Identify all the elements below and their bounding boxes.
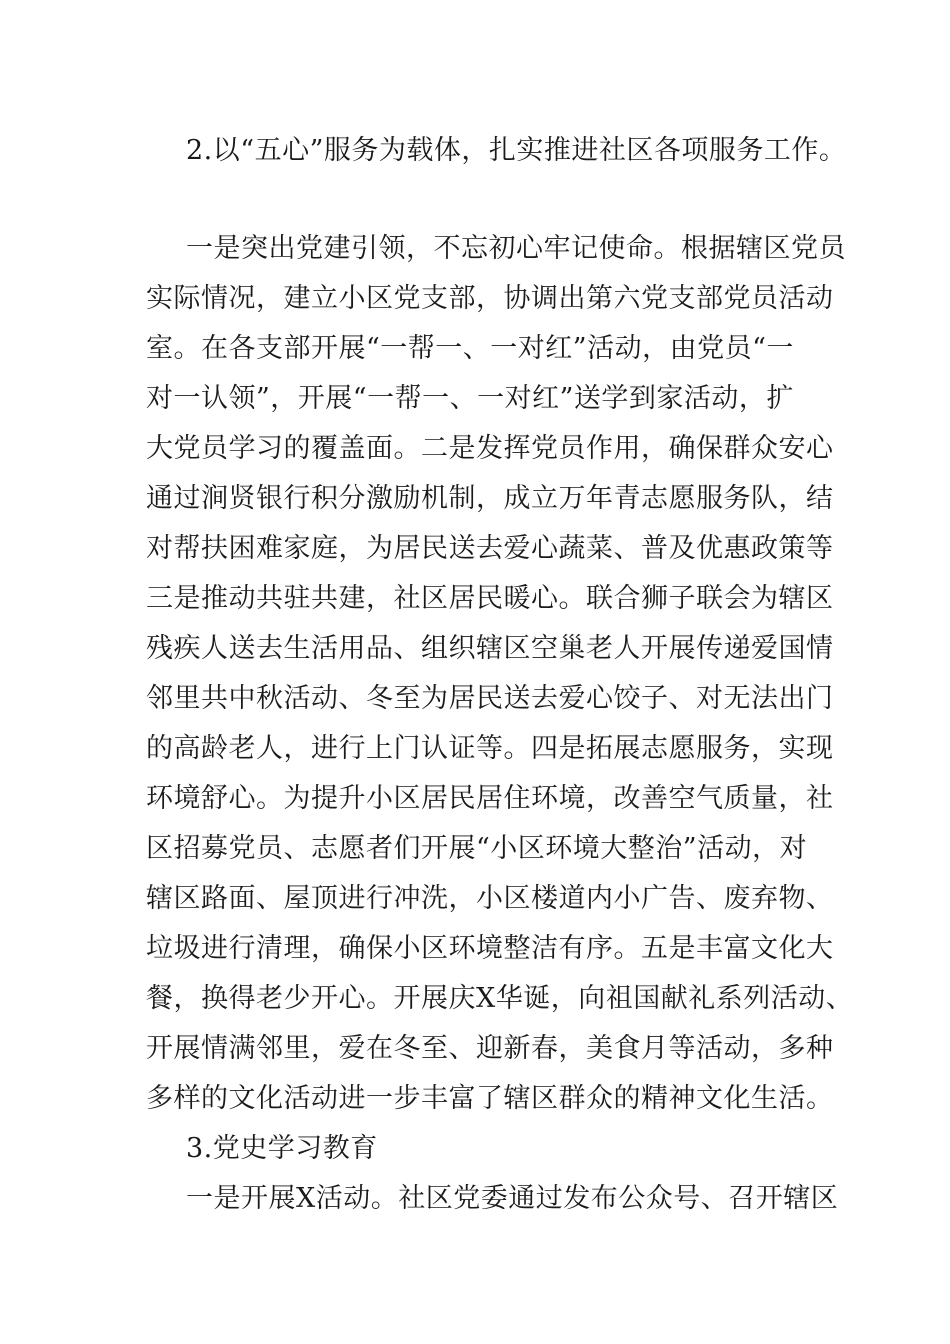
- paragraph-line: 通过涧贤银行积分激励机制，成立万年青志愿服务队，结: [146, 483, 834, 514]
- paragraph-line: 对一认领”，开展“一帮一、一对红”送学到家活动，扩: [146, 383, 794, 414]
- paragraph-line: 餐，换得老少开心。开展庆X华诞，向祖国献礼系列活动、: [146, 983, 854, 1014]
- paragraph-line: 三是推动共驻共建，社区居民暖心。联合狮子联会为辖区: [146, 583, 834, 614]
- section-heading-2: 2.以“五心”服务为载体，扎实推进社区各项服务工作。: [186, 135, 847, 166]
- paragraph-line: 一是突出党建引领，不忘初心牢记使命。根据辖区党员: [186, 233, 846, 264]
- paragraph-line: 辖区路面、屋顶进行冲洗，小区楼道内小广告、废弃物、: [146, 883, 834, 914]
- paragraph-line: 残疾人送去生活用品、组织辖区空巢老人开展传递爱国情: [146, 633, 834, 664]
- paragraph-line: 开展情满邻里，爱在冬至、迎新春，美食月等活动，多种: [146, 1033, 834, 1064]
- paragraph-line: 邻里共中秋活动、冬至为居民送去爱心饺子、对无法出门: [146, 683, 834, 714]
- paragraph-line: 室。在各支部开展“一帮一、一对红”活动，由党员“一: [146, 333, 794, 364]
- paragraph-line: 对帮扶困难家庭，为居民送去爱心蔬菜、普及优惠政策等: [146, 533, 834, 564]
- paragraph-line: 区招募党员、志愿者们开展“小区环境大整治”活动，对: [146, 833, 808, 864]
- paragraph-line: 实际情况，建立小区党支部，协调出第六党支部党员活动: [146, 283, 834, 314]
- paragraph-line: 一是开展X活动。社区党委通过发布公众号、召开辖区: [186, 1183, 839, 1214]
- paragraph-line: 的高龄老人，进行上门认证等。四是拓展志愿服务，实现: [146, 733, 834, 764]
- paragraph-line: 垃圾进行清理，确保小区环境整洁有序。五是丰富文化大: [146, 933, 834, 964]
- section-heading-3: 3.党史学习教育: [186, 1133, 378, 1164]
- paragraph-line: 环境舒心。为提升小区居民居住环境，改善空气质量，社: [146, 783, 834, 814]
- paragraph-line: 大党员学习的覆盖面。二是发挥党员作用，确保群众安心: [146, 433, 834, 464]
- paragraph-line: 多样的文化活动进一步丰富了辖区群众的精神文化生活。: [146, 1083, 834, 1114]
